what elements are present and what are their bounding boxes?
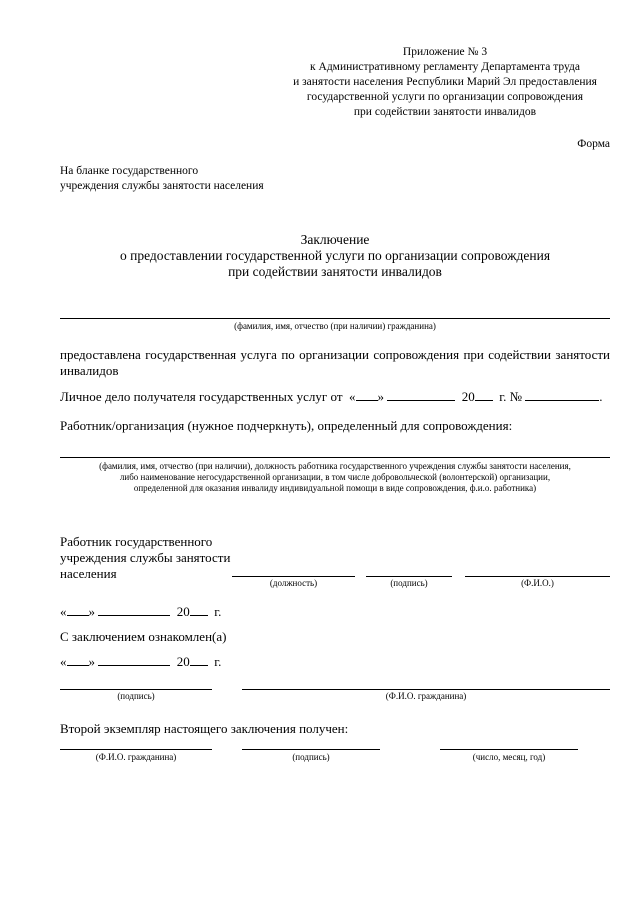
period: . (599, 389, 603, 404)
file-number-field[interactable] (525, 388, 599, 401)
second-copy-fio-line[interactable] (60, 749, 212, 750)
second-copy-signature-line[interactable] (242, 749, 380, 750)
letterhead-line: На бланке государственного (60, 165, 199, 177)
annex-line: к Административному регламенту Департамента труда (310, 61, 580, 73)
year-suffix: г. (214, 604, 222, 619)
citizen-signature-caption: (подпись) (117, 691, 155, 701)
form-label: Форма (577, 138, 610, 150)
worker-caption-line: либо наименование негосударственной организации, в том числе добровольческой (волонтерской) организации, (119, 472, 551, 482)
fio-caption: (Ф.И.О.) (521, 578, 554, 588)
worker-caption-line: (фамилия, имя, отчество (при наличии), должность работника государственного учреждения службы занятости населения, (99, 461, 571, 471)
title-line: о предоставлении государственной услуги по организации сопровождения (119, 248, 551, 263)
signature-line[interactable] (366, 576, 452, 577)
quote-close: » (377, 389, 385, 404)
fio-citizen-line[interactable] (60, 318, 610, 319)
quote-close: » (88, 654, 95, 669)
citizen-fio-line[interactable] (242, 689, 610, 690)
worker-field-line[interactable] (60, 457, 610, 458)
letterhead-line: учреждения службы занятости населения (60, 180, 264, 192)
year-field[interactable] (190, 603, 208, 616)
number-label: г. № (499, 389, 523, 404)
signatory-line: учреждения службы занятости (60, 550, 231, 565)
quote-open: « (60, 654, 67, 669)
letterhead-note (60, 164, 264, 194)
quote-open: « (60, 604, 67, 619)
year-field[interactable] (475, 388, 493, 401)
month-field[interactable] (98, 653, 170, 666)
day-field[interactable] (67, 603, 89, 616)
acquainted-label: С заключением ознакомлен(а) (60, 629, 227, 644)
year-prefix: 20 (176, 654, 190, 669)
signature-caption: (подпись) (390, 578, 428, 588)
worker-label: Работник/организация (нужное подчеркнуть), определенный для сопровождения: (60, 418, 513, 433)
date-line-1 (60, 603, 221, 620)
position-caption: (должность) (269, 578, 318, 588)
worker-caption-line: определенной для оказания инвалиду индивидуальной помощи в виде сопровождения, ф.и.о. работника) (133, 483, 537, 493)
year-prefix: 20 (176, 604, 190, 619)
annex-line: и занятости населения Республики Марий Эл предоставления (293, 76, 597, 88)
personal-file-line (60, 388, 620, 405)
quote-close: » (88, 604, 95, 619)
year-prefix: 20 (461, 389, 475, 404)
signatory-line: населения (60, 566, 117, 581)
title-line: Заключение (300, 232, 370, 247)
second-copy-signature-caption: (подпись) (292, 752, 330, 762)
year-suffix: г. (214, 654, 222, 669)
worker-caption (60, 461, 610, 494)
document-title (60, 232, 610, 280)
annex-header (270, 45, 620, 120)
signatory-label (60, 534, 250, 582)
position-line[interactable] (232, 576, 355, 577)
citizen-fio-caption: (Ф.И.О. гражданина) (385, 691, 467, 701)
annex-line: при содействии занятости инвалидов (353, 106, 537, 118)
fio-citizen-caption: (фамилия, имя, отчество (при наличии) гражданина) (234, 321, 436, 331)
month-field[interactable] (387, 388, 455, 401)
second-copy-date-caption: (число, месяц, год) (472, 752, 546, 762)
annex-line: государственной услуги по организации сопровождения (306, 91, 584, 103)
fio-line[interactable] (465, 576, 610, 577)
title-line: при содействии занятости инвалидов (228, 264, 442, 279)
second-copy-fio-caption: (Ф.И.О. гражданина) (95, 752, 177, 762)
citizen-signature-line[interactable] (60, 689, 212, 690)
signatory-line: Работник государственного (60, 534, 213, 549)
month-field[interactable] (98, 603, 170, 616)
date-line-2 (60, 653, 221, 670)
day-field[interactable] (356, 388, 378, 401)
quote-open: « (349, 389, 356, 404)
year-field[interactable] (190, 653, 208, 666)
personal-file-label: Личное дело получателя государственных услуг от (60, 389, 343, 404)
second-copy-date-line[interactable] (440, 749, 578, 750)
annex-line: Приложение № 3 (402, 46, 488, 58)
second-copy-label: Второй экземпляр настоящего заключения получен: (60, 721, 349, 736)
day-field[interactable] (67, 653, 89, 666)
provided-paragraph: предоставлена государственная услуга по организации сопровождения при содействии занятости инвалидов (60, 347, 610, 378)
